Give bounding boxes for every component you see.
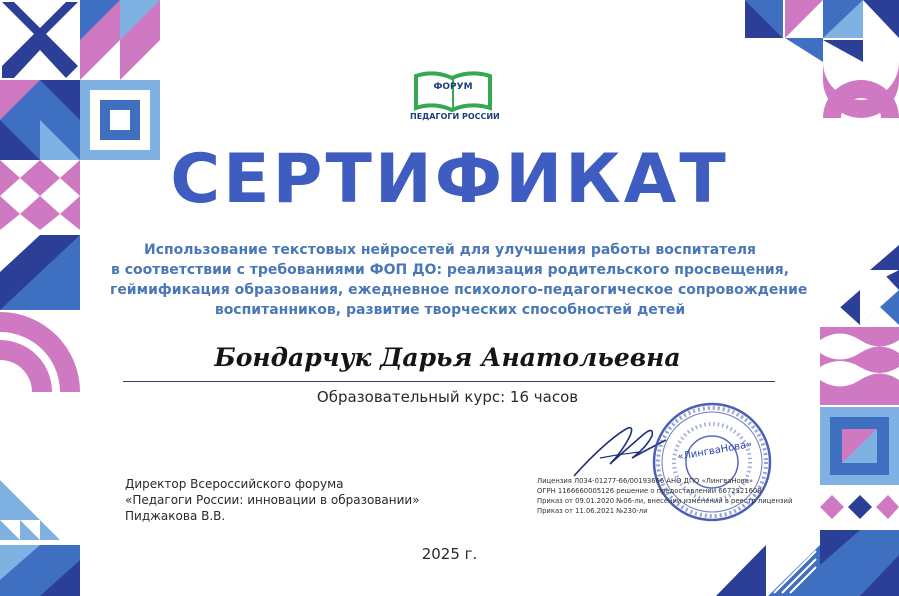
decorative-pattern-bottom-left (0, 470, 80, 596)
license-line: Приказ от 09.01.2020 №06-ли, внесении изменений в реестр лицензий (537, 497, 792, 505)
decorative-pattern-right (820, 245, 899, 596)
topic-line: в соответствии с требованиями ФОП ДО: реализация родительского просвещения, (110, 262, 790, 278)
decorative-pattern-top-left (0, 0, 160, 160)
license-info (537, 476, 792, 516)
decorative-pattern-top-right (745, 0, 899, 120)
recipient-name: Бондарчук Дарья Анатольевна (214, 343, 681, 372)
license-line: Лицензия Л034-01277-66/00193666 АНО ДПО «ЛингваНова» (537, 477, 754, 485)
topic-line: геймификация образования, ежедневное психолого-педагогическое сопровождение (110, 282, 808, 298)
certificate-heading: СЕРТИФИКАТ (170, 140, 729, 219)
issue-year: 2025 г. (421, 545, 478, 563)
name-underline (123, 381, 775, 382)
topic-line: Использование текстовых нейросетей для улучшения работы воспитателя (143, 242, 757, 258)
license-line: ОГРН 1166660005126 решение о предоставлении 6672321608 (537, 487, 762, 495)
logo-title: ФОРУМ (433, 82, 473, 92)
topic-line: воспитанников, развитие творческих способностей детей (214, 302, 686, 318)
director-line: «Педагоги России: инновации в образовании» (125, 493, 420, 507)
director-line: Директор Всероссийского форума (125, 477, 344, 491)
course-topic (110, 240, 808, 320)
course-hours: Образовательный курс: 16 часов (316, 388, 579, 406)
director-block (125, 476, 420, 524)
director-line: Пиджакова В.В. (125, 509, 226, 523)
stamp-label: «ЛингваНова» (676, 439, 754, 463)
forum-logo (410, 70, 500, 124)
logo-subtitle: ПЕДАГОГИ РОССИИ (410, 112, 500, 121)
license-line: Приказ от 11.06.2021 №230-ли (537, 507, 648, 515)
